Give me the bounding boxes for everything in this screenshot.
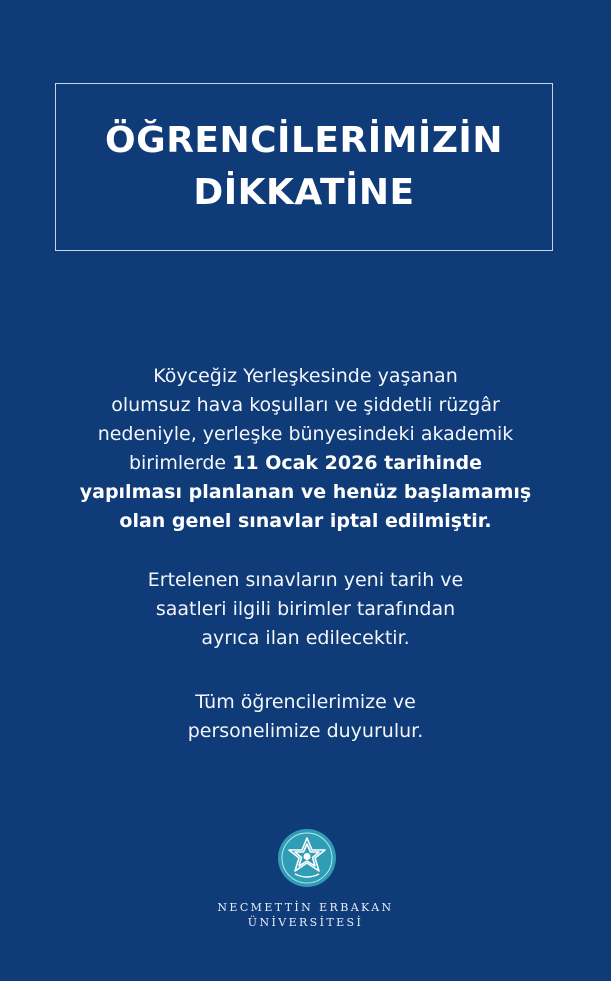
university-name-line-2: ÜNİVERSİTESİ xyxy=(247,916,364,929)
p1-line-6: olan genel sınavlar iptal edilmiştir. xyxy=(119,510,492,532)
page-title-line-2: DİKKATİNE xyxy=(193,172,415,213)
p2-line-1: Ertelenen sınavların yeni tarih ve xyxy=(147,569,464,591)
p3-line-2: personelimize duyurulur. xyxy=(187,720,424,742)
p2-line-2: saatleri ilgili birimler tarafından xyxy=(155,598,456,620)
announcement-paragraph-2 xyxy=(20,566,591,653)
announcement-paragraph-1 xyxy=(20,362,591,536)
p1-line-4 xyxy=(20,449,591,478)
p1-line-1: Köyceğiz Yerleşkesinde yaşanan xyxy=(153,365,458,387)
p3-line-1: Tüm öğrencilerimize ve xyxy=(195,691,416,713)
page-title-line-1: ÖĞRENCİLERİMİZİN xyxy=(105,120,503,161)
p1-line-4-regular: birimlerde xyxy=(128,452,233,474)
university-name-line-1: NECMETTİN ERBAKAN xyxy=(217,901,394,914)
p1-line-5: yapılması planlanan ve henüz başlamamış xyxy=(79,481,532,503)
announcement-paragraph-3 xyxy=(20,688,591,746)
p1-line-4-bold: 11 Ocak 2026 tarihinde xyxy=(232,452,483,474)
p1-line-2: olumsuz hava koşulları ve şiddetli rüzgâr xyxy=(111,394,500,416)
p2-line-3: ayrıca ilan edilecektir. xyxy=(201,627,410,649)
p1-line-3: nedeniyle, yerleşke bünyesindeki akademik xyxy=(97,423,514,445)
title-box xyxy=(55,83,553,251)
university-seal-icon xyxy=(277,828,337,888)
